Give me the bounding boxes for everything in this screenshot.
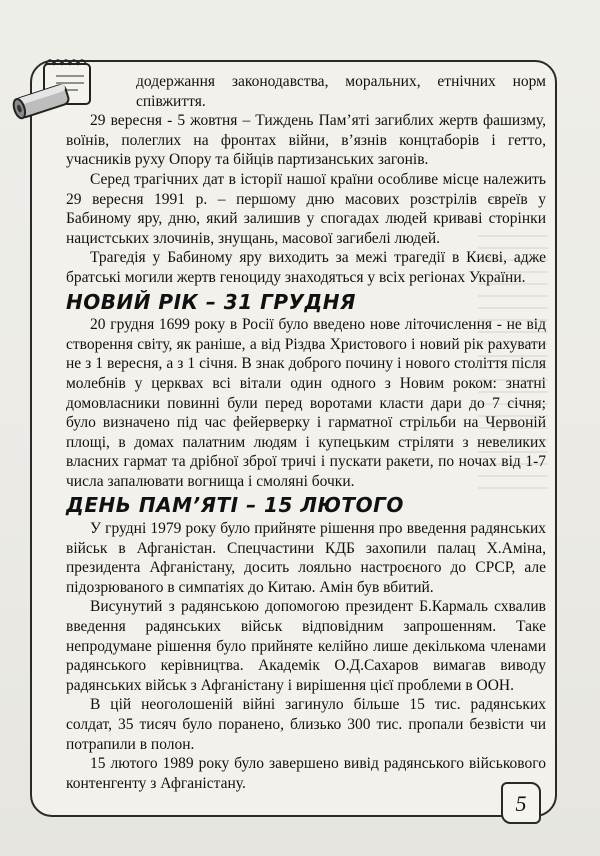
- paragraph: Серед трагічних дат в історії нашої країни особливе місце належить 29 вересня 1991 р. – першому дню масових розстрілів євреїв у Бабиному яру, дню, який залишив у спогадах людей криваві сторінки нацистських злочинів, знущань, масової загибелі людей.: [66, 170, 546, 247]
- paragraph: 20 грудня 1699 року в Росії було введено нове літочислення - не від створення світу, як раніше, а від Різдва Христового і новий рік рахувати не з 1 вересня, а з 1 січня. В знак доброго почину і нового століття після молебнів у церквах всі вітали один одного з Новим роком: знатні домовласники повинні були перед воротами класти дари до 7 січня; було визначено під час фейерверку і гарматної стрільби на Червоній площі, в домах палатним людям і купецьким стріляти з невеликих власних гармат та дрібної зброї тричі і пускати ракети, по ночах від 1-7 числа запалювати вогнища і смоляні бочки.: [66, 316, 546, 490]
- section-heading-new-year: НОВИЙ РІК – 31 ГРУДНЯ: [66, 289, 356, 314]
- paragraph: В цій неоголошеній війні загинуло більше 15 тис. радянських солдат, 35 тисяч було поранено, близько 300 тис. пропали безвісти чи потрапили в полон.: [66, 696, 546, 753]
- section-heading-memorial-day: ДЕНЬ ПАМ’ЯТІ – 15 ЛЮТОГО: [66, 493, 404, 518]
- paragraph: Трагедія у Бабиному яру виходить за межі трагедії в Києві, адже братські могили жертв геноциду знаходяться у всіх регіонах України.: [66, 249, 546, 286]
- paragraph: додержання законодавства, моральних, етнічних норм співжиття.: [136, 73, 546, 110]
- text-content: [66, 72, 546, 793]
- page-number: 5: [501, 782, 541, 824]
- paragraph: У грудні 1979 року було прийняте рішення про введення радянських військ в Афганістан. Спецчастини КДБ захопили палац Х.Аміна, президента Афганістану, досить лояльно настроєного до СРСР, але підозрюваного в симпатіях до Китаю. Амін був вбитий.: [66, 520, 546, 596]
- paragraph: 29 вересня - 5 жовтня – Тиждень Пам’яті загиблих жертв фашизму, воїнів, полеглих на фронтах війни, в’язнів концтаборів і гетто, учасників руху Опору та бійців партизанських загонів.: [66, 112, 546, 169]
- paragraph: 15 лютого 1989 року було завершено вивід радянського військового контенгенту з Афганістану.: [66, 755, 546, 792]
- paragraph: Висунутий з радянською допомогою президент Б.Кармаль схвалив введення радянських військ відповідним запрошенням. Таке непродумане рішення було прийняте келійно лише декількома членами радянського керівництва. Академік О.Д.Сахаров вимагав виводу радянських військ з Афганістану і вирішення цієї проблеми в ООН.: [66, 598, 546, 694]
